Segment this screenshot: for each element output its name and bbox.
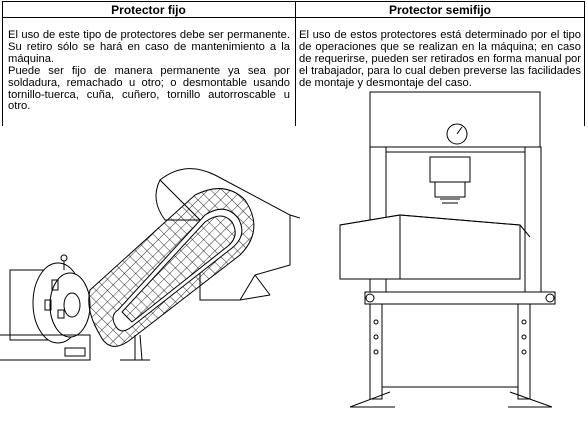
fixed-guard-description: [8, 30, 290, 113]
table-top-border: [2, 1, 585, 2]
table-left-border: [2, 1, 3, 126]
header-bottom-border: [2, 17, 585, 18]
semifixed-guard-description: [299, 30, 581, 90]
fixed-guard-para2: Puede ser fijo de manera permanente ya sea por soldadura, remachado u otro; o desmontable usando tornillo-tuerca, cuña, cuñero, tornillo autorroscable u otro.: [8, 64, 290, 113]
header-protector-fijo: Protector fijo: [111, 3, 186, 17]
column-divider: [295, 1, 296, 126]
press-guard-drawing-icon: [320, 87, 560, 427]
semifixed-guard-para1: El uso de estos protectores está determinado por el tipo de operaciones que se realizan en la máquina; en caso de requerirse, pueden ser retirados en forma manual por el trabajador, para lo cual deben preverse las facilidades de montaje y desmontaje del caso.: [299, 29, 581, 89]
belt-guard-drawing-icon: [0, 160, 300, 370]
table-right-border: [584, 1, 585, 126]
fixed-guard-para1: El uso de este tipo de protectores debe ser permanente. Su retiro sólo se hará en caso de mantenimiento a la máquina.: [8, 29, 290, 65]
header-protector-semifijo: Protector semifijo: [388, 3, 492, 17]
